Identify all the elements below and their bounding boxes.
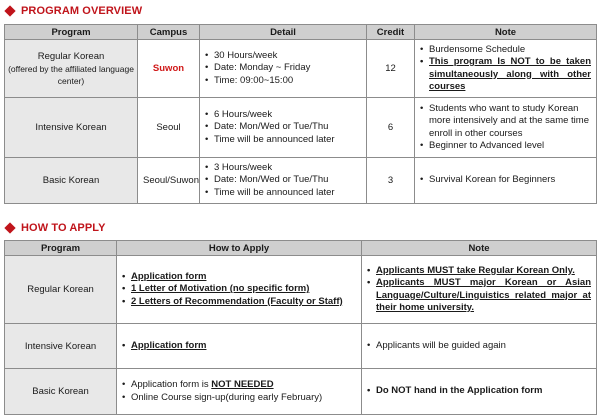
detail-item: • Time will be announced later: [205, 134, 361, 147]
note-item: • Beginner to Advanced level: [420, 140, 591, 153]
apply-header-row: [5, 241, 597, 256]
how-item: • Application form: [122, 340, 356, 353]
note-item: • Do NOT hand in the Application form: [367, 385, 591, 398]
how-item: • Online Course sign-up(during early February): [122, 392, 356, 405]
how-to-apply-title-text: HOW TO APPLY: [21, 222, 106, 234]
detail-item: • Time: 09:00~15:00: [205, 75, 361, 88]
program-overview-title: [4, 3, 142, 19]
program-cell: Basic Korean: [5, 369, 117, 415]
how-cell: [117, 324, 362, 369]
how-item: • 1 Letter of Motivation (no specific form): [122, 283, 356, 296]
program-overview-table: [4, 24, 597, 204]
table-row: [5, 158, 597, 204]
overview-header-row: [5, 25, 597, 40]
program-cell: Intensive Korean: [5, 98, 138, 158]
detail-item: • Date: Mon/Wed or Tue/Thu: [205, 174, 361, 187]
note-cell: [362, 324, 597, 369]
how-cell: [117, 369, 362, 415]
header-note: Note: [415, 25, 597, 40]
campus-cell: Seoul/Suwon: [138, 158, 200, 204]
program-name: Regular Korean: [37, 50, 105, 62]
diamond-bullet-icon: [4, 5, 15, 16]
header-program: Program: [5, 25, 138, 40]
not-needed-emphasis: NOT NEEDED: [211, 379, 274, 390]
campus-cell: Seoul: [138, 98, 200, 158]
detail-item: • 30 Hours/week: [205, 50, 361, 63]
header-detail: Detail: [200, 25, 367, 40]
table-row: [5, 369, 597, 415]
credit-cell: 12: [367, 40, 415, 98]
detail-cell: [200, 98, 367, 158]
header-campus: Campus: [138, 25, 200, 40]
note-item-warning: • This program Is NOT to be taken simultaneously along with other courses: [420, 56, 591, 94]
how-item: • 2 Letters of Recommendation (Faculty or Staff): [122, 296, 356, 309]
program-cell: Regular Korean: [5, 256, 117, 324]
note-item: • Applicants MUST major Korean or Asian Language/Culture/Linguistics related major at their home university.: [367, 277, 591, 315]
note-cell: [415, 158, 597, 204]
how-item: [122, 379, 356, 392]
detail-item: • Date: Mon/Wed or Tue/Thu: [205, 121, 361, 134]
how-to-apply-table: [4, 240, 597, 415]
table-row: [5, 40, 597, 98]
program-cell: Intensive Korean: [5, 324, 117, 369]
note-cell: [362, 369, 597, 415]
note-cell: [415, 98, 597, 158]
header-how-to-apply: How to Apply: [117, 241, 362, 256]
note-cell: [415, 40, 597, 98]
how-to-apply-title: [4, 220, 106, 236]
note-item: • Students who want to study Korean more intensively and at the same time enroll in other courses: [420, 103, 591, 141]
credit-cell: 3: [367, 158, 415, 204]
program-subtitle: (offered by the affiliated language center): [8, 63, 134, 86]
detail-cell: [200, 40, 367, 98]
note-cell: [362, 256, 597, 324]
diamond-bullet-icon: [4, 222, 15, 233]
detail-item: • Time will be announced later: [205, 187, 361, 200]
note-item: • Applicants MUST take Regular Korean Only.: [367, 265, 591, 278]
how-item: • Application form: [122, 271, 356, 284]
detail-cell: [200, 158, 367, 204]
note-item: • Applicants will be guided again: [367, 340, 591, 353]
how-cell: [117, 256, 362, 324]
credit-cell: 6: [367, 98, 415, 158]
header-note: Note: [362, 241, 597, 256]
note-item: • Burdensome Schedule: [420, 44, 591, 57]
detail-item: • Date: Monday ~ Friday: [205, 62, 361, 75]
header-program: Program: [5, 241, 117, 256]
table-row: [5, 324, 597, 369]
program-overview-title-text: PROGRAM OVERVIEW: [21, 5, 143, 17]
program-cell: Basic Korean: [5, 158, 138, 204]
table-row: [5, 98, 597, 158]
program-cell: [5, 40, 138, 98]
detail-item: • 3 Hours/week: [205, 162, 361, 175]
how-prefix: Application form is: [131, 379, 212, 390]
detail-item: • 6 Hours/week: [205, 109, 361, 122]
campus-cell: Suwon: [138, 40, 200, 98]
table-row: [5, 256, 597, 324]
header-credit: Credit: [367, 25, 415, 40]
note-item: • Survival Korean for Beginners: [420, 174, 591, 187]
